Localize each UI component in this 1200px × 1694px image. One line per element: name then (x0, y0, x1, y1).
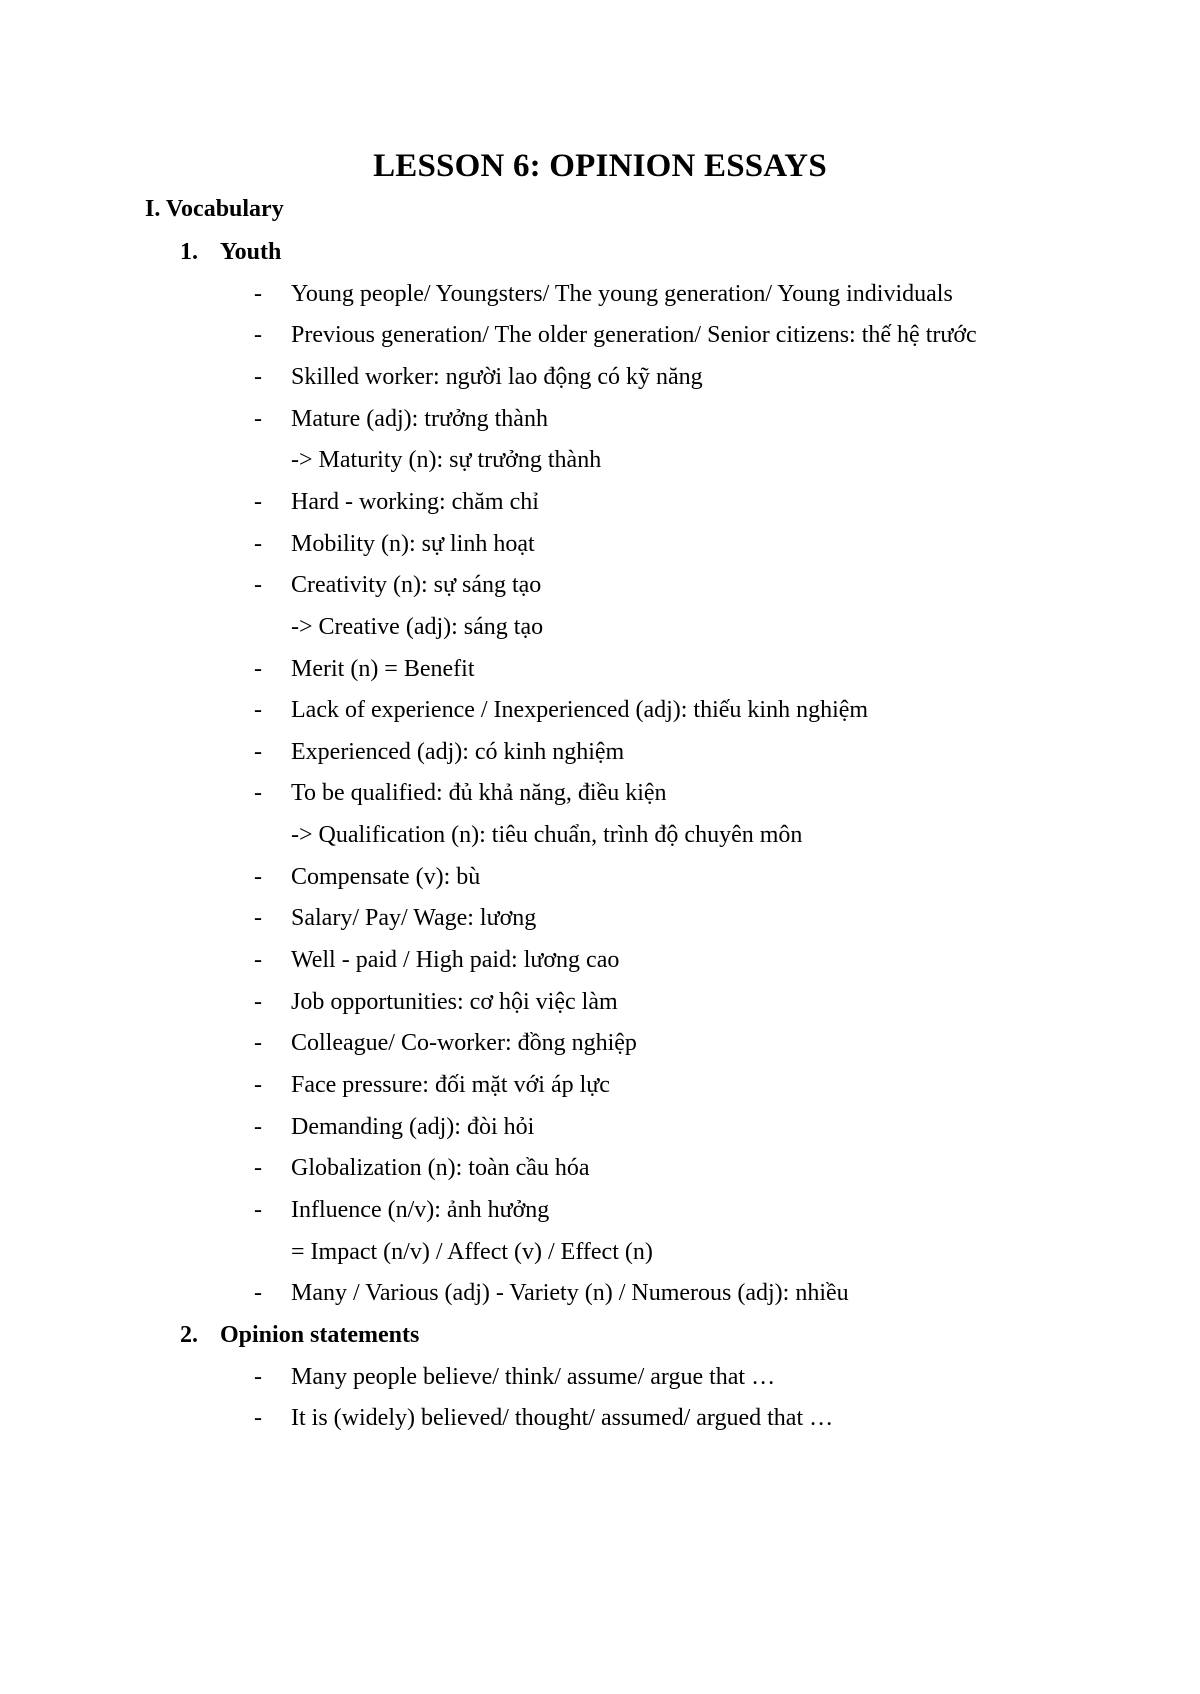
bullet-dash: - (254, 1196, 262, 1223)
list-item-text: Face pressure: đối mặt với áp lực (291, 1072, 610, 1098)
list-item-continuation (291, 1237, 653, 1267)
list-item-text: Many / Various (adj) - Variety (n) / Numerous (adj): nhiều (291, 1280, 849, 1307)
subsection-title: Youth (220, 239, 282, 265)
list-item-text: Globalization (n): toàn cầu hóa (291, 1155, 590, 1182)
list-item-text: Many people believe/ think/ assume/ argue that … (291, 1363, 776, 1390)
list-item (254, 570, 541, 600)
bullet-dash: - (254, 1072, 262, 1098)
list-item-text: -> Maturity (n): sự trưởng thành (291, 447, 602, 474)
bullet-dash: - (254, 1113, 262, 1140)
list-item-continuation (291, 820, 802, 850)
bullet-dash: - (254, 655, 262, 682)
bullet-dash: - (254, 697, 262, 724)
bullet-dash: - (254, 780, 262, 807)
list-item (254, 903, 536, 933)
list-item-text: Job opportunities: cơ hội việc làm (291, 988, 618, 1015)
subsection-number: 1. (180, 239, 198, 265)
list-item (254, 487, 539, 517)
list-item-text: Young people/ Youngsters/ The young generation/ Young individuals (291, 280, 953, 307)
list-item-continuation (291, 445, 601, 475)
list-item-text: Previous generation/ The older generation/ Senior citizens: thế hệ trước (291, 322, 977, 349)
list-item (254, 737, 624, 767)
list-item (254, 778, 667, 808)
list-item-text: -> Qualification (n): tiêu chuẩn, trình độ chuyên môn (291, 822, 803, 849)
list-item-text: It is (widely) believed/ thought/ assumed/ argued that … (291, 1405, 834, 1432)
bullet-dash: - (254, 280, 262, 307)
bullet-dash: - (254, 572, 262, 599)
list-item-text: Influence (n/v): ảnh hưởng (291, 1196, 550, 1223)
list-item (254, 404, 548, 434)
bullet-dash: - (254, 1030, 262, 1057)
list-item (254, 1153, 590, 1183)
list-item (254, 1362, 775, 1392)
list-item-text: Lack of experience / Inexperienced (adj): thiếu kinh nghiệm (291, 697, 869, 724)
bullet-dash: - (254, 1155, 262, 1182)
bullet-dash: - (254, 738, 262, 765)
page-title: LESSON 6: OPINION ESSAYS (373, 148, 827, 184)
list-item-text: -> Creative (adj): sáng tạo (291, 613, 544, 640)
list-item (254, 362, 703, 392)
bullet-dash: - (254, 905, 262, 932)
bullet-dash: - (254, 1280, 262, 1307)
bullet-dash: - (254, 988, 262, 1015)
bullet-dash: - (254, 1405, 262, 1432)
list-item (254, 654, 474, 684)
bullet-dash: - (254, 488, 262, 515)
list-item (254, 1403, 833, 1433)
list-item (254, 987, 618, 1017)
list-item (254, 695, 868, 725)
list-item-text: Skilled worker: người lao động có kỹ năng (291, 363, 703, 390)
bullet-dash: - (254, 947, 262, 974)
list-item (254, 529, 535, 559)
list-item-text: Salary/ Pay/ Wage: lương (291, 905, 537, 932)
list-item-text: Creativity (n): sự sáng tạo (291, 572, 542, 599)
list-item-text: Compensate (v): bù (291, 863, 481, 890)
bullet-dash: - (254, 405, 262, 432)
list-item (254, 1028, 637, 1058)
list-item-text: Merit (n) = Benefit (291, 655, 475, 682)
list-item (254, 1112, 534, 1142)
bullet-dash: - (254, 1363, 262, 1390)
subsection-number: 2. (180, 1321, 198, 1348)
subsection-title: Opinion statements (220, 1321, 420, 1348)
bullet-dash: - (254, 322, 262, 349)
list-item (254, 945, 619, 975)
bullet-dash: - (254, 530, 262, 557)
list-item-text: Hard - working: chăm chỉ (291, 488, 539, 515)
list-item-text: Demanding (adj): đòi hỏi (291, 1113, 535, 1140)
list-item (254, 1195, 549, 1225)
list-item-continuation (291, 612, 543, 642)
list-item-text: Colleague/ Co-worker: đồng nghiệp (291, 1030, 637, 1057)
subsection-heading (180, 1320, 419, 1350)
list-item-text: Experienced (adj): có kinh nghiệm (291, 738, 625, 765)
bullet-dash: - (254, 863, 262, 890)
list-item-text: Well - paid / High paid: lương cao (291, 947, 620, 974)
list-item (254, 1070, 610, 1100)
list-item (254, 279, 953, 309)
subsection-heading (180, 237, 281, 267)
section-heading-vocabulary: I. Vocabulary (145, 196, 284, 222)
list-item (254, 1278, 849, 1308)
list-item-text: Mature (adj): trưởng thành (291, 405, 548, 432)
bullet-dash: - (254, 363, 262, 390)
list-item (254, 320, 977, 350)
list-item (254, 862, 480, 892)
list-item-text: To be qualified: đủ khả năng, điều kiện (291, 780, 667, 807)
list-item-text: = Impact (n/v) / Affect (v) / Effect (n) (291, 1238, 653, 1265)
list-item-text: Mobility (n): sự linh hoạt (291, 530, 535, 557)
